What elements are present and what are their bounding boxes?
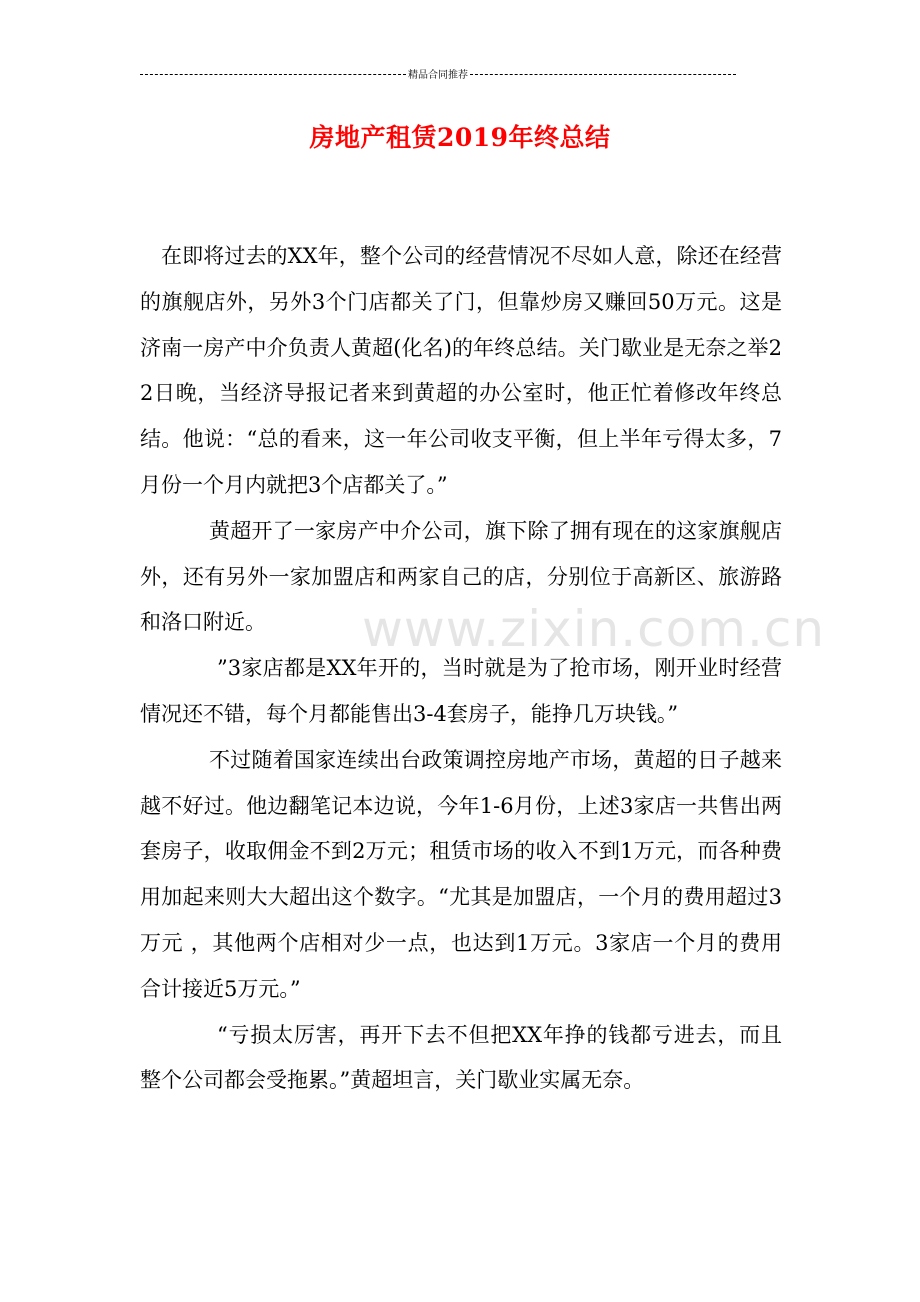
paragraph-1: 在即将过去的XX年，整个公司的经营情况不尽如人意，除还在经营的旗舰店外，另外3个门店都关了门，但靠炒房又赚回50万元。这是济南一房产中介负责人黄超(化名)的年终总结。关门歇业是无奈之举22日晚，当经济导报记者来到黄超的办公室时，他正忙着修改年终总结。他说：“总的看来，这一年公司收支平衡，但上半年亏得太多，7月份一个月内就把3个店都关了。” xyxy=(140,244,782,497)
header-dash-left xyxy=(140,74,406,75)
paragraph-5: “亏损太厉害，再开下去不但把XX年挣的钱都亏进去，而且整个公司都会受拖累。”黄超坦言，关门歇业实属无奈。 xyxy=(140,1022,782,1093)
document-title: 房地产租赁2019年终总结 xyxy=(309,123,611,152)
paragraph-3: ”3家店都是XX年开的，当时就是为了抢市场，刚开业时经营情况还不错，每个月都能售出3-4套房子，能挣几万块钱。” xyxy=(140,656,782,726)
page-header xyxy=(140,66,736,80)
watermark: www.zixin.com.cn xyxy=(362,600,826,658)
document-body xyxy=(140,234,782,1104)
header-label: 精品合同推荐 xyxy=(408,69,468,80)
paragraph-4: 不过随着国家连续出台政策调控房地产市场，黄超的日子越来越不好过。他边翻笔记本边说，今年1-6月份，上述3家店一共售出两套房子，收取佣金不到2万元；租赁市场的收入不到1万元，而各种费用加起来则大大超出这个数字。“尤其是加盟店，一个月的费用超过3万元 ，其他两个店相对少一点，也达到1万元。3家店一个月的费用合计接近5万元。” xyxy=(140,747,782,1001)
paragraph-2: 黄超开了一家房产中介公司，旗下除了拥有现在的这家旗舰店外，还有另外一家加盟店和两家自己的店，分别位于高新区、旅游路和洛口附近。 xyxy=(140,518,782,635)
header-dash-right xyxy=(470,74,736,75)
